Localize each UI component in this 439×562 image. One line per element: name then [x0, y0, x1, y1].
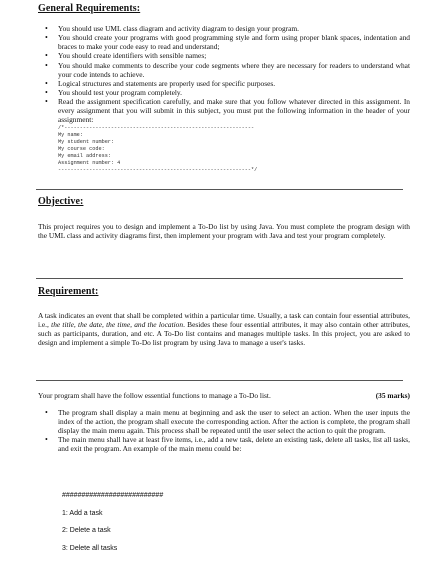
bullet-icon: • — [45, 51, 48, 60]
list-item: • You should make comments to describe your code segments where they are necessary for readers to understand what your code intends to achieve. — [38, 61, 410, 79]
list-item: • You should create identifiers with sensible names; — [38, 51, 410, 60]
bullet-icon: • — [45, 24, 48, 33]
requirement-heading: Requirement: — [38, 286, 98, 298]
general-requirements-list — [38, 24, 410, 175]
section-divider — [36, 189, 403, 190]
objective-heading: Objective: — [38, 196, 83, 208]
bullet-icon: • — [45, 79, 48, 88]
requirement-text: A task indicates an event that shall be completed within a particular time. Usually, a task can contain four essential attributes, i.e., the title, the date, the time, and the location. Besides these four essential attributes, it may also contain other attributes, such as participants, duration, and etc. A To-Do list contains and manages multiple tasks. In this project, you are asked to design and implement a simple To-Do list program by using Java to manage a user's tasks. — [38, 311, 410, 347]
menu-item: 2: Delete a task — [62, 527, 163, 545]
marks-label: (35 marks) — [376, 391, 410, 400]
requirement-list — [38, 408, 410, 454]
example-main-menu — [62, 492, 163, 562]
functions-line: Your program shall have the follow essential functions to manage a To-Do list. (35 marks) — [38, 391, 410, 400]
menu-item: 3: Delete all tasks — [62, 545, 163, 562]
section-divider — [36, 278, 403, 279]
bullet-icon: • — [45, 61, 48, 70]
bullet-icon: • — [45, 408, 48, 417]
general-requirements-heading: General Requirements: — [38, 3, 140, 15]
bullet-icon: • — [45, 88, 48, 97]
header-code-block: /*------------------------------------------------------------- My name: My student number: My course code: My email address: Assignment number: 4 --------------------------------------------------------------*/ — [58, 125, 410, 174]
list-item: • You should test your program completely. — [38, 88, 410, 97]
list-item: • Logical structures and statements are properly used for specific purposes. — [38, 79, 410, 88]
menu-separator: ########################## — [62, 492, 163, 510]
list-item: • Read the assignment specification carefully, and make sure that you follow whatever directed in this assignment. In every assignment that you will submit in this subject, you must put the following information in the header of your assignment: /*------------------------------------------------------------- My name: My student number: My course code: My email address: Assignment number: 4 --------------------------------------------------------------*/ — [38, 97, 410, 174]
list-item: • You should create your programs with good programming style and form using proper blank spaces, indentation and braces to make your code easy to read and understand; — [38, 33, 410, 51]
list-item: • The program shall display a main menu at beginning and ask the user to select an action. When the user inputs the index of the action, the program shall execute the corresponding action. After the action is complete, the program shall display the main menu again. This process shall be repeated until the user select the action to quit the program. — [38, 408, 410, 435]
bullet-icon: • — [45, 97, 48, 106]
section-divider — [36, 380, 403, 381]
list-item: • You should use UML class diagram and activity diagram to design your program. — [38, 24, 410, 33]
objective-text: This project requires you to design and implement a To-Do list by using Java. You must complete the program design with the UML class and activity diagrams first, then implement your program with Java and test your program completely. — [38, 222, 410, 240]
menu-item: 1: Add a task — [62, 510, 163, 528]
list-item: • The main menu shall have at least five items, i.e., add a new task, delete an existing task, delete all tasks, list all tasks, and exit the program. An example of the main menu could be: — [38, 435, 410, 453]
bullet-icon: • — [45, 33, 48, 42]
bullet-icon: • — [45, 435, 48, 444]
